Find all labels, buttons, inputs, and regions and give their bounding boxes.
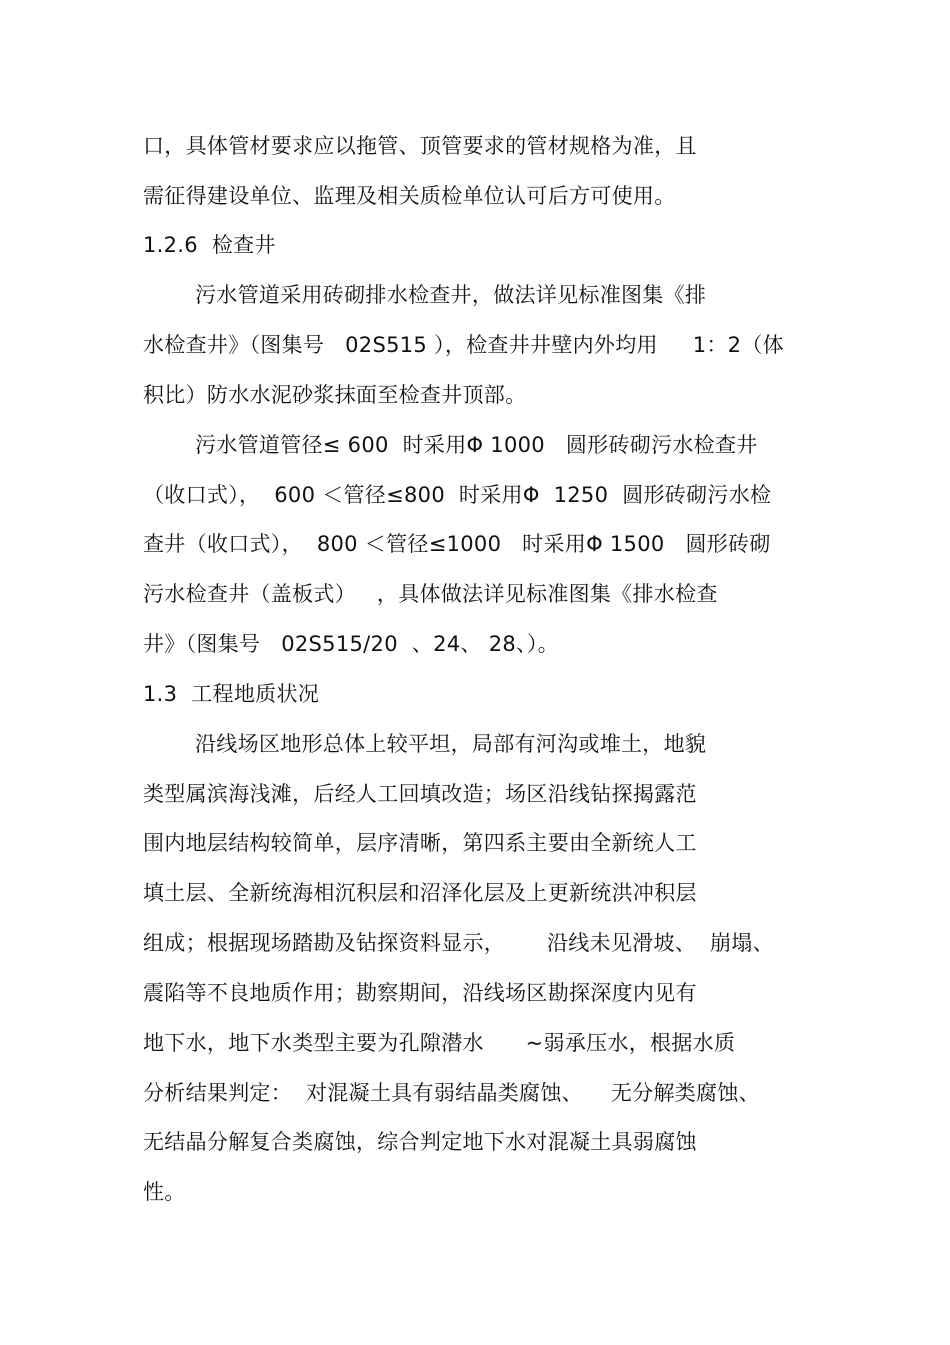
paragraph-line: 沿线场区地形总体上较平坦，局部有河沟或堆土，地貌 [195,732,707,756]
paragraph-line: 组成；根据现场踏勘及钻探资料显示， 沿线未见滑坡、 崩塌、 [143,931,774,955]
paragraph-line: 围内地层结构较简单，层序清晰，第四系主要由全新统人工 [143,831,697,855]
paragraph-line: 查井（收口式）， 800 ＜管径≤1000 时采用Φ 1500 圆形砖砌 [143,532,771,556]
paragraph-line: 震陷等不良地质作用；勘察期间，沿线场区勘探深度内见有 [143,981,697,1005]
paragraph-line: 无结晶分解复合类腐蚀，综合判定地下水对混凝土具弱腐蚀 [143,1130,697,1154]
paragraph-line: 性。 [143,1180,186,1204]
section-heading: 1.3 工程地质状况 [143,682,320,706]
paragraph-line: 分析结果判定： 对混凝土具有弱结晶类腐蚀、 无分解类腐蚀、 [143,1081,760,1105]
paragraph-line: 类型属滨海浅滩，后经人工回填改造；场区沿线钻探揭露范 [143,782,697,806]
paragraph-line: 积比）防水水泥砂浆抹面至检查井顶部。 [143,383,527,407]
paragraph-line: 地下水，地下水类型主要为孔隙潜水 ~弱承压水，根据水质 [143,1031,736,1055]
paragraph-line: 污水管道采用砖砌排水检查井，做法详见标准图集《排 [195,283,707,307]
paragraph-line: （收口式）， 600 ＜管径≤800 时采用Φ 1250 圆形砖砌污水检 [143,483,772,507]
paragraph-line: 需征得建设单位、监理及相关质检单位认可后方可使用。 [143,184,676,208]
paragraph-line: 井》（图集号 02S515/20 、24、 28、）。 [143,632,559,656]
paragraph-line: 口，具体管材要求应以拖管、顶管要求的管材规格为准，且 [143,134,697,158]
paragraph-line: 水检查井》（图集号 02S515 ），检查井井壁内外均用 1：2（体 [143,333,784,357]
paragraph-line: 污水管道管径≤ 600 时采用Φ 1000 圆形砖砌污水检查井 [195,433,758,457]
paragraph-line: 污水检查井（盖板式） ，具体做法详见标准图集《排水检查 [143,582,718,606]
section-heading: 1.2.6 检查井 [143,233,276,257]
paragraph-line: 填土层、全新统海相沉积层和沼泽化层及上更新统洪冲积层 [143,881,697,905]
